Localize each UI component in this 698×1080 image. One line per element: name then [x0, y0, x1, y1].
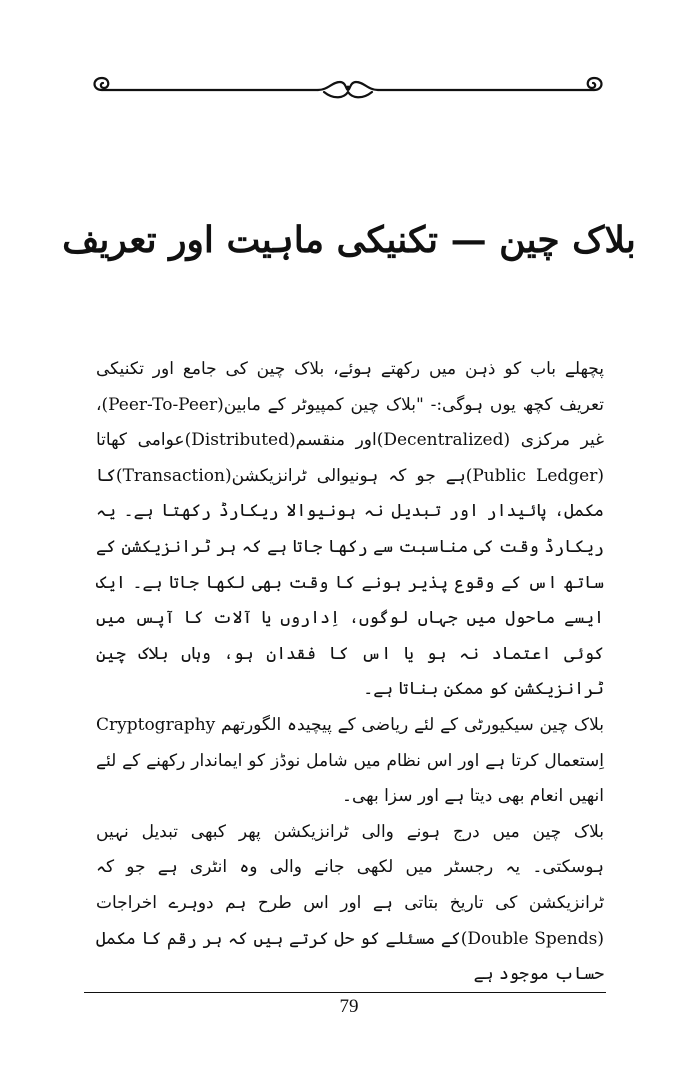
ornament-divider-icon	[88, 68, 608, 108]
paragraph-definition: پچھلے باب کو ذہن میں رکھتے ہوئے، بلاک چین کی جامع اور تکنیکی تعریف کچھ یوں ہوگی:- "بلاک چین کمپیوٹر کے مابین(Peer-To-Peer)، غیر مرکزی (Decentralized)اور منقسم(Distributed)عوامی کھاتا (Public Ledger)ہے جو کہ ہونیوالی ٹرانزیکشن(Transaction)کا مکمل، پائیدار اور تبدیل نہ ہونیوالا ریکارڈ رکھتا ہے۔ یہ ریکارڈ وقت کی مناسبت سے رکھا جاتا ہے کہ ہر ٹرانزیکشن کے ساتھ اس کے وقوع پذیر ہونے کا وقت بھی لکھا جاتا ہے۔ ایک ایسے ماحول میں جہاں لوگوں، اِداروں یا آلات کا آپس میں کوئی اعتماد نہ ہو یا اس کا فقدان ہو، وہاں بلاک چین ٹرانزیکشن کو ممکن بناتا ہے۔	[96, 359, 605, 700]
page-number: 79	[339, 996, 359, 1017]
chapter-title: بلاک چین — تکنیکی ماہیت اور تعریف	[62, 219, 636, 261]
body-text	[96, 352, 604, 993]
footer-divider	[84, 992, 606, 993]
paragraph-immutability: بلاک چین میں درج ہونے والی ٹرانزیکشن پھر کبھی تبدیل نہیں ہوسکتی۔ یہ رجسٹر میں لکھی جانے والی وہ انٹری ہے جو کہ ٹرانزیکشن کی تاریخ بتاتی ہے اور اس طرح ہم دوہرے اخراجات (Double Spends)کے مسئلے کو حل کرتے ہیں کہ ہر رقم کا مکمل حساب موجود ہے	[96, 821, 604, 985]
paragraph-cryptography: بلاک چین سیکیورٹی کے لئے ریاضی کے پیچیدہ الگورتھم Cryptography اِستعمال کرتا ہے اور اس نظام میں شامل نوڈز کو ایماندار رکھنے کے لئے انھیں انعام بھی دیتا ہے اور سزا بھی۔	[96, 714, 604, 807]
